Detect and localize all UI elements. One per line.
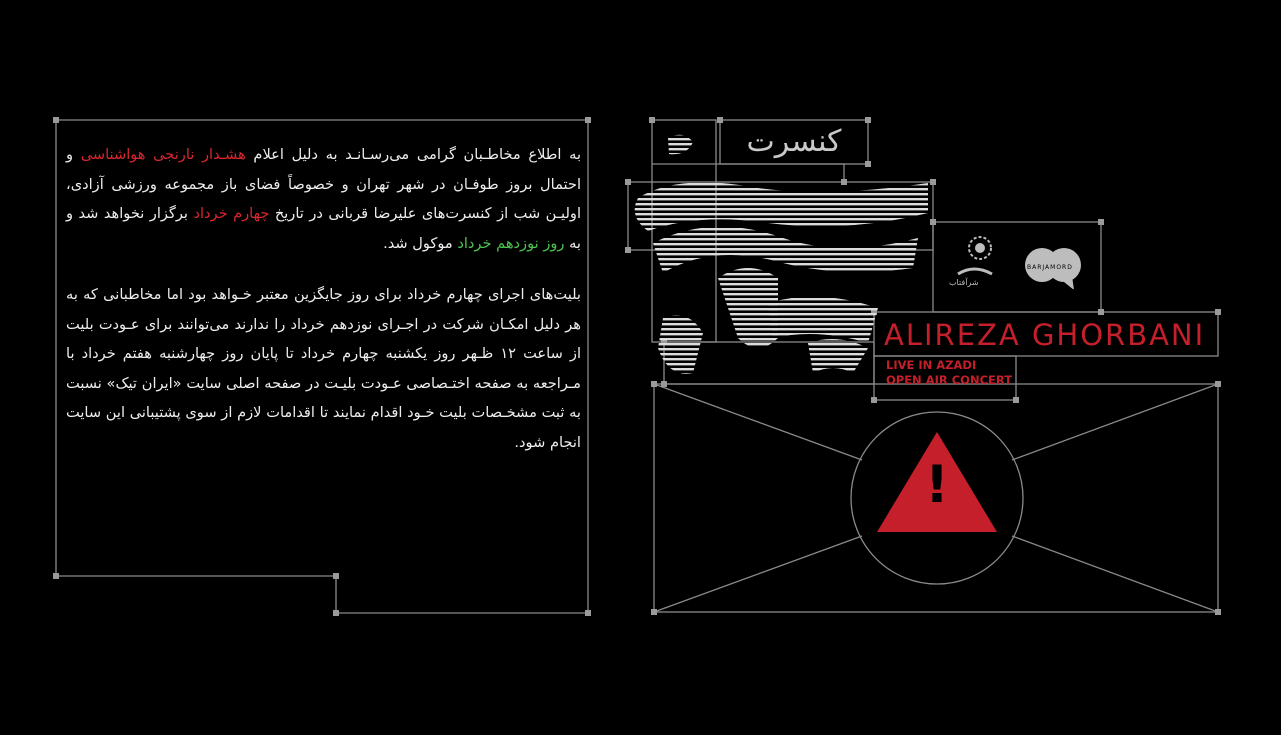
orange-alert-highlight: هشـدار نارنجی هواشناسی <box>80 146 246 163</box>
venue-text: AZADI <box>936 358 977 372</box>
notice-text-segment: به اطلاع مخاطـبان گرامی می‌رسـانـد به دلیل اعلام <box>245 146 581 163</box>
original-date-highlight: چهارم خرداد <box>193 205 270 222</box>
notice-text-segment: موکول شد. <box>383 234 458 252</box>
sponsor-b-label: شرآفتاب <box>949 278 979 287</box>
notice-text-segment: و احتمال بروز طوفـان در شهر تهران و خصوصاً فضای باز مجموعه ورزشی آزادی، اولیـن شب از کنسرت‌های علیرضا قربانی در تاریخ <box>66 146 582 222</box>
notice-text-segment: برگزار نخواهد شد و به <box>66 205 581 252</box>
artist-name-latin: ALIREZA GHORBANI <box>884 318 1206 352</box>
live-line-1 <box>886 358 1012 373</box>
sponsor-a-label: BARJAMORD <box>1027 264 1073 271</box>
concert-label: کنسرت <box>746 124 842 159</box>
notice-paragraph-2: بلیت‌های اجرای چهارم خرداد برای روز جایگزین معتبر خـواهد بود اما مخاطبانی که به هر دلیل امکـان شرکت در اجـرای نوزدهم خرداد را ندارند می‌توانند برای عـودت بلیت از ساعت ۱۲ ظـهر روز یکشنبه چهارم خرداد تا پایان روز چهارشنبه هفتم خرداد با مـراجعه به صفحه اختـصاصی عـودت بلیـت در صفحه اصلی سایت «ایران تیک» نسبت به ثبت مشخـصات بلیت خـود اقدام نمایند تا اقدامات لازم از سوی پشتیبانی این سایت انجام شود. <box>66 286 581 451</box>
live-in-text: LIVE IN <box>886 358 937 372</box>
warning-mark: ! <box>925 455 949 515</box>
live-info <box>886 358 1012 388</box>
live-line-2: OPEN AIR CONCERT <box>886 373 1013 387</box>
new-date-highlight: روز نوزدهم خرداد <box>457 234 565 252</box>
